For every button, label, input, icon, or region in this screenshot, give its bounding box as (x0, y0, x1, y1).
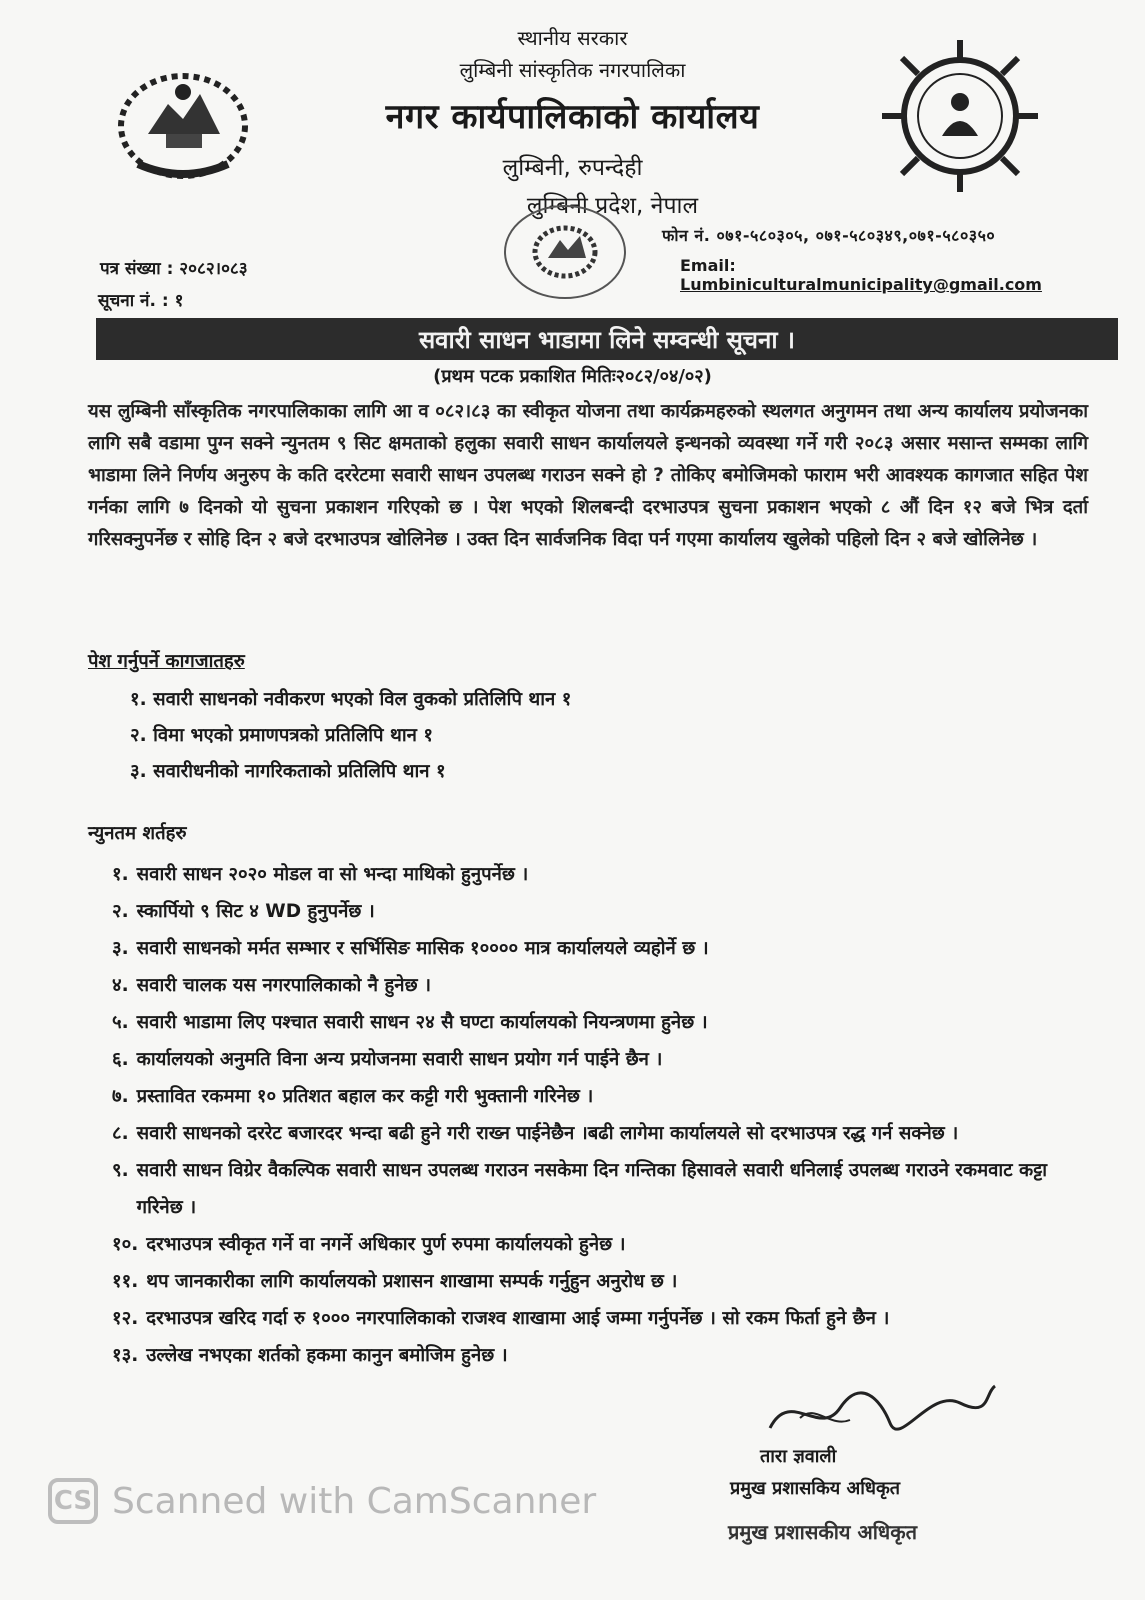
item-number: ९. (112, 1160, 129, 1181)
list-item (112, 1004, 1072, 1041)
item-number: ४. (112, 975, 129, 996)
list-item (112, 1115, 1072, 1152)
conditions-list (112, 856, 1072, 1374)
item-text: सवारी साधनको मर्मत सम्भार र सर्भिसिङ मासिक १०००० मात्र कार्यालयले व्यहोर्ने छ । (136, 938, 709, 959)
list-item (112, 893, 1072, 930)
item-text: सवारी साधन २०२० मोडल वा सो भन्दा माथिको हुनुपर्नेछ । (136, 864, 529, 885)
conditions-heading: न्युनतम शर्तहरु (88, 823, 187, 844)
watermark-text: Scanned with CamScanner (112, 1480, 597, 1522)
item-text: सवारी चालक यस नगरपालिकाको नै हुनेछ । (136, 975, 431, 996)
item-number: १२. (112, 1308, 139, 1329)
publish-date: (प्रथम पटक प्रकाशित मितिः२०८२/०४/०२) (433, 366, 712, 387)
item-number: ८. (112, 1123, 129, 1144)
item-number: ६. (112, 1049, 129, 1070)
item-number: २. (112, 901, 129, 922)
item-text: स्कार्पियो ९ सिट ४ WD हुनुपर्नेछ । (136, 901, 375, 922)
municipality-seal-icon (490, 200, 640, 314)
list-item (112, 1300, 1072, 1337)
list-item (112, 930, 1072, 967)
notice-title: सवारी साधन भाडामा लिने सम्वन्धी सूचना । (418, 325, 796, 354)
item-text: कार्यालयको अनुमति विना अन्य प्रयोजनमा सवारी साधन प्रयोग गर्न पाईने छैन । (136, 1049, 663, 1070)
camscanner-logo-icon: CS (48, 1478, 98, 1524)
notice-title-banner (96, 318, 1118, 360)
item-number: ५. (112, 1012, 129, 1033)
item-number: ११. (112, 1271, 139, 1292)
item-text: सवारी भाडामा लिए पश्चात सवारी साधन २४ सै घण्टा कार्यालयको नियन्त्रणमा हुनेछ । (136, 1012, 708, 1033)
letter-number: पत्र संख्या : २०८२।०८३ (100, 259, 248, 279)
province-label: लुम्बिनी प्रदेश, नेपाल (526, 193, 699, 219)
list-item (112, 856, 1072, 893)
office-location: लुम्बिनी, रुपन्देही (502, 155, 643, 181)
documents-list (130, 682, 571, 790)
government-label: स्थानीय सरकार (517, 26, 628, 50)
signature-scribble (760, 1378, 1000, 1452)
list-item (112, 1263, 1072, 1300)
camscanner-watermark (48, 1478, 596, 1524)
list-item: २. विमा भएको प्रमाणपत्रको प्रतिलिपि थान १ (130, 725, 433, 746)
signatory-role: प्रमुख प्रशासकिय अधिकृत (730, 1478, 901, 1499)
item-number: १. (112, 864, 129, 885)
notice-number: सूचना नं. : १ (98, 291, 184, 311)
item-number: १०. (112, 1234, 139, 1255)
list-item (112, 1041, 1072, 1078)
signatory-name: तारा ज्ञवाली (760, 1446, 837, 1467)
documents-heading: पेश गर्नुपर्ने कागजातहरु (88, 651, 245, 672)
list-item (112, 1078, 1072, 1115)
office-title: नगर कार्यपालिकाको कार्यालय (385, 97, 760, 137)
list-item: १. सवारी साधनको नवीकरण भएको विल वुकको प्रतिलिपि थान १ (130, 689, 572, 710)
email-label: Email: (680, 256, 736, 275)
list-item (112, 1337, 1072, 1374)
item-number: ३. (112, 938, 129, 959)
item-text: थप जानकारीका लागि कार्यालयको प्रशासन शाखामा सम्पर्क गर्नुहुन अनुरोध छ । (146, 1271, 678, 1292)
email-line (680, 256, 1087, 294)
list-item: ३. सवारीधनीको नागरिकताको प्रतिलिपि थान १ (130, 761, 446, 782)
item-text: सवारी साधन विग्रेर वैकल्पिक सवारी साधन उपलब्ध गराउन नसकेमा दिन गन्तिका हिसावले सवारी धनिलाई उपलब्ध गराउने रकमवाट कट्टा गरिनेछ । (136, 1160, 1048, 1218)
item-text: उल्लेख नभएका शर्तको हकमा कानुन बमोजिम हुनेछ । (146, 1345, 508, 1366)
email-link[interactable]: Lumbiniculturalmunicipality@gmail.com (680, 275, 1042, 294)
item-number: ७. (112, 1086, 129, 1107)
phone-numbers: फोन नं. ०७१-५८०३०५, ०७१-५८०३४९,०७१-५८०३५० (662, 226, 996, 245)
stamp-role: प्रमुख प्रशासकीय अधिकृत (728, 1520, 917, 1544)
item-text: प्रस्तावित रकममा १० प्रतिशत बहाल कर कट्टी गरी भुक्तानी गरिनेछ । (136, 1086, 594, 1107)
notice-body: यस लुम्बिनी साँस्कृतिक नगरपालिकाका लागि आ व ०८२।८३ का स्वीकृत योजना तथा कार्यक्रमहरुको स्थलगत अनुगमन तथा अन्य कार्यालय प्रयोजनका लागि सबै वडामा पुग्न सक्ने न्युनतम ९ सिट क्षमताको हलुका सवारी साधन कार्यालयले इन्धनको व्यवस्था गर्ने गरी २०८३ असार मसान्त सम्मका लागि भाडामा लिने निर्णय अनुरुप के कति दररेटमा सवारी साधन उपलब्ध गराउन सक्ने हो ? तोकिए बमोजिमको फाराम भरी आवश्यक कागजात सहित पेश गर्नका लागि ७ दिनको यो सुचना प्रकाशन गरिएको छ । पेश भएको शिलबन्दी दरभाउपत्र सुचना प्रकाशन भएको ८ औं दिन १२ बजे भित्र दर्ता गरिसक्नुपर्नेछ र सोहि दिन २ बजे दरभाउपत्र खोलिनेछ । उक्त दिन सार्वजनिक विदा पर्न गएमा कार्यालय खुलेको पहिलो दिन २ बजे खोलिनेछ । (88, 401, 1088, 550)
item-number: १३. (112, 1345, 139, 1366)
item-text: सवारी साधनको दररेट बजारदर भन्दा बढी हुने गरी राख्न पाईनेछैन ।बढी लागेमा कार्यालयले सो दरभाउपत्र रद्ध गर्न सक्नेछ । (136, 1123, 959, 1144)
list-item (112, 1226, 1072, 1263)
list-item (112, 967, 1072, 1004)
item-text: दरभाउपत्र स्वीकृत गर्ने वा नगर्ने अधिकार पुर्ण रुपमा कार्यालयको हुनेछ । (146, 1234, 626, 1255)
municipality-name: लुम्बिनी सांस्कृतिक नगरपालिका (459, 58, 686, 82)
item-text: दरभाउपत्र खरिद गर्दा रु १००० नगरपालिकाको राजश्व शाखामा आई जम्मा गर्नुपर्नेछ । सो रकम फिर्ता हुने छैन । (146, 1308, 890, 1329)
list-item (112, 1152, 1072, 1226)
